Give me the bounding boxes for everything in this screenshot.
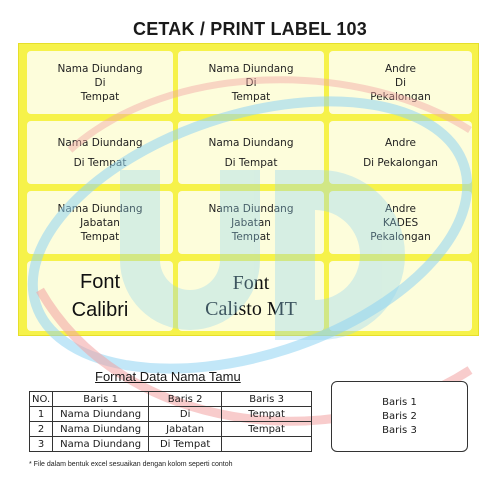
label-line: Nama Diundang — [208, 202, 294, 215]
table-cell: 1 — [30, 407, 53, 422]
table-cell: Di Tempat — [149, 437, 222, 452]
label-line: Tempat — [80, 230, 120, 243]
table-row — [30, 437, 312, 452]
label-line: Nama Diundang — [57, 136, 143, 149]
label-line: Pekalongan — [370, 90, 431, 103]
table-header: NO. — [30, 392, 53, 407]
label-r4c3 — [329, 261, 472, 331]
table-header: Baris 2 — [149, 392, 222, 407]
label-line: Font — [79, 271, 121, 293]
label-line: Jabatan — [80, 216, 120, 229]
label-line: Di — [94, 76, 106, 89]
label-line: Font — [232, 272, 270, 294]
label-line: Calibri — [71, 299, 129, 321]
label-r2c3 — [329, 121, 472, 184]
label-line: Nama Diundang — [57, 62, 143, 75]
table-cell: Nama Diundang — [53, 407, 149, 422]
table-cell: Di — [149, 407, 222, 422]
table-cell: Jabatan — [149, 422, 222, 437]
label-sheet — [18, 43, 479, 336]
label-line: Nama Diundang — [208, 136, 294, 149]
label-r1c1 — [27, 51, 173, 114]
baris-line: Baris 1 — [382, 396, 417, 408]
label-r2c1 — [27, 121, 173, 184]
label-line: KADES — [382, 216, 419, 229]
baris-line: Baris 3 — [382, 424, 417, 436]
table-header-row — [30, 392, 312, 407]
preview-label-box — [331, 381, 468, 452]
page-title: CETAK / PRINT LABEL 103 — [133, 19, 367, 39]
label-line: Tempat — [231, 230, 271, 243]
footnote: * File dalam bentuk excel sesuaikan dengan kolom seperti contoh — [29, 461, 233, 468]
label-r1c2 — [178, 51, 324, 114]
label-line: Tempat — [80, 90, 120, 103]
table-cell — [222, 437, 312, 452]
label-line: Nama Diundang — [57, 202, 143, 215]
label-line: Calisto MT — [205, 298, 297, 320]
label-line: Di Pekalongan — [363, 156, 438, 169]
label-r3c3 — [329, 191, 472, 254]
label-line: Di Tempat — [224, 156, 278, 169]
label-line: Andre — [384, 136, 417, 149]
label-r2c2 — [178, 121, 324, 184]
label-line: Jabatan — [231, 216, 271, 229]
table-row — [30, 422, 312, 437]
label-line: Di — [245, 76, 257, 89]
label-line: Nama Diundang — [208, 62, 294, 75]
table-row — [30, 407, 312, 422]
table-header: Baris 1 — [53, 392, 149, 407]
table-header: Baris 3 — [222, 392, 312, 407]
label-line: Pekalongan — [370, 230, 431, 243]
label-line: Tempat — [231, 90, 271, 103]
label-line: Andre — [384, 202, 417, 215]
label-r3c1 — [27, 191, 173, 254]
label-r4c2 — [178, 261, 324, 331]
table-cell: Tempat — [222, 422, 312, 437]
label-r3c2 — [178, 191, 324, 254]
label-line: Di — [394, 76, 406, 89]
table-cell: Nama Diundang — [53, 422, 149, 437]
table-cell: 3 — [30, 437, 53, 452]
table-cell: Nama Diundang — [53, 437, 149, 452]
label-line: Andre — [384, 62, 417, 75]
table-cell: Tempat — [222, 407, 312, 422]
table-cell: 2 — [30, 422, 53, 437]
label-r1c3 — [329, 51, 472, 114]
format-table — [29, 391, 312, 452]
label-r4c1 — [27, 261, 173, 331]
format-title: Format Data Nama Tamu — [95, 369, 241, 384]
baris-line: Baris 2 — [382, 410, 417, 422]
label-line: Di Tempat — [73, 156, 127, 169]
